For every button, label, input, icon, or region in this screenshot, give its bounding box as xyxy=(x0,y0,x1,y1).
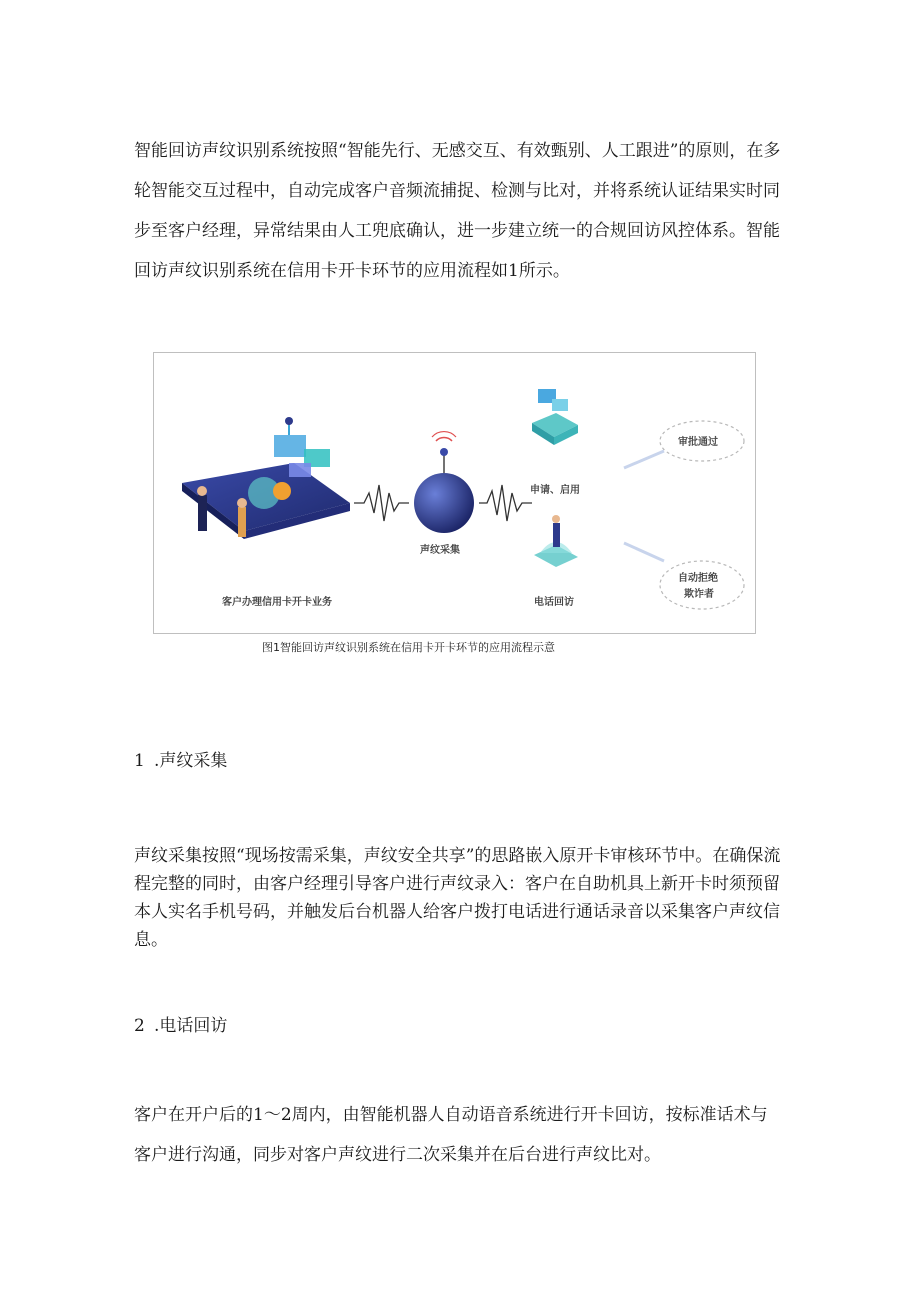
section-paragraph-phone-callback: 客户在开户后的1～2周内，由智能机器人自动语音系统进行开卡回访，按标准话术与客户进行沟通，同步对客户声纹进行二次采集并在后台进行声纹比对。 xyxy=(134,1105,768,1165)
wave-right xyxy=(479,485,532,521)
voiceprint-sphere xyxy=(414,432,474,533)
flow-figure xyxy=(153,352,756,634)
label-business: 客户办理信用卡开卡业务 xyxy=(222,597,332,608)
label-collect: 声纹采集 xyxy=(420,545,460,556)
section-paragraph-voiceprint-collection: 声纹采集按照“现场按需采集，声纹安全共享”的思路嵌入原开卡审核环节中。在确保流程完整的同时，由客户经理引导客户进行声纹录入：客户在自助机具上新开卡时须预留本人实名手机号码，并触发后台机器人给客户拨打电话进行通话录音以采集客户声纹信息。 xyxy=(134,846,781,950)
section-number: 2 xyxy=(134,1016,145,1036)
apply-device xyxy=(532,389,578,445)
label-reject-line1: 自动拒绝 xyxy=(678,573,718,584)
section-title: .电话回访 xyxy=(154,1016,228,1036)
label-reject-line2: 欺诈者 xyxy=(684,589,714,600)
business-platform xyxy=(182,417,350,539)
label-approve: 审批通过 xyxy=(678,437,718,448)
section-heading-phone-callback xyxy=(134,1011,227,1036)
intro-paragraph: 智能回访声纹识别系统按照“智能先行、无感交互、有效甄别、人工跟进”的原则，在多轮智能交互过程中，自动完成客户音频流捕捉、检测与比对，并将系统认证结果实时同步至客户经理，异常结果由人工兜底确认，进一步建立统一的合规回访风控体系。智能回访声纹识别系统在信用卡开卡环节的应用流程如1所示。 xyxy=(134,141,781,281)
wave-left xyxy=(354,485,409,521)
callback-person xyxy=(534,515,578,567)
section-title: .声纹采集 xyxy=(154,751,228,771)
flow-illustration xyxy=(154,353,755,633)
reject-ellipse xyxy=(660,561,744,609)
label-apply: 申请、启用 xyxy=(530,485,580,496)
figure-caption: 图1智能回访声纹识别系统在信用卡开卡环节的应用流程示意 xyxy=(262,641,555,654)
section-number: 1 xyxy=(134,751,145,771)
label-callback: 电话回访 xyxy=(534,597,574,608)
section-heading-voiceprint-collection xyxy=(134,746,227,771)
